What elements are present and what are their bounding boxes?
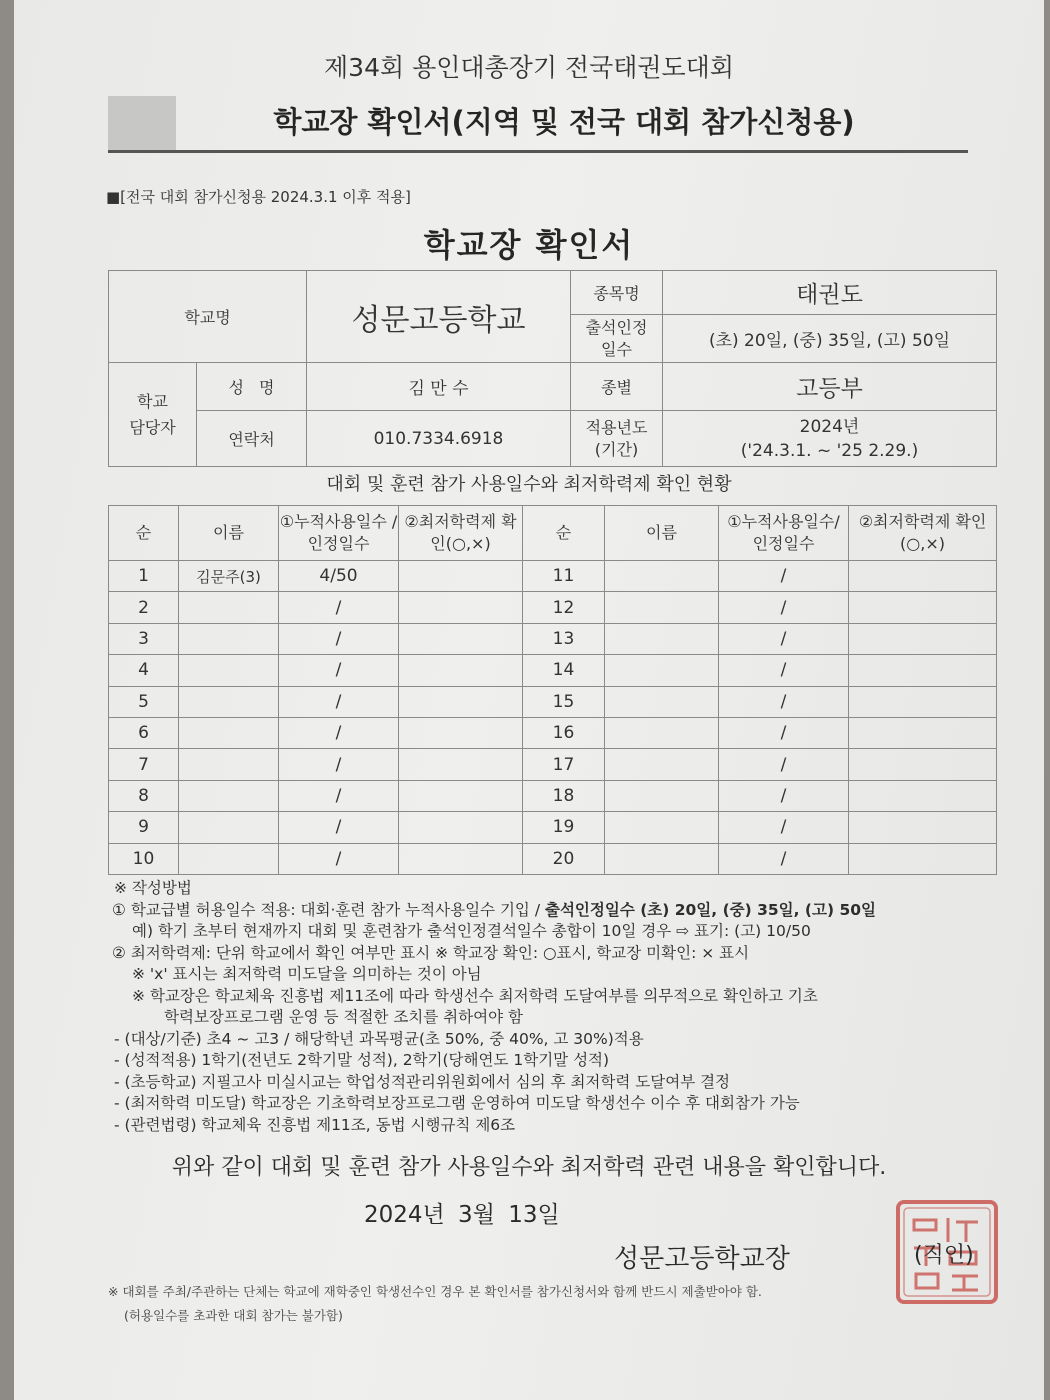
days-used: / bbox=[719, 592, 849, 623]
min-academic-check bbox=[399, 686, 523, 717]
title-gray-block bbox=[108, 96, 176, 150]
days-used: / bbox=[279, 717, 399, 748]
days-used: / bbox=[279, 812, 399, 843]
row-number: 7 bbox=[109, 749, 179, 780]
row-number: 5 bbox=[109, 686, 179, 717]
instructions-heading: ※ 작성방법 bbox=[114, 879, 192, 897]
year-value: 2024년 bbox=[799, 416, 860, 437]
athlete-name bbox=[605, 780, 719, 811]
header-name-left: 이름 bbox=[179, 506, 279, 561]
instruction-5: ※ 학교장은 학교체육 진흥법 제11조에 따라 학생선수 최저학력 도달여부를 의무적으로 확인하고 기초 bbox=[132, 986, 818, 1005]
contact-phone-value: 010.7334.6918 bbox=[307, 411, 571, 467]
main-title: 학교장 확인서(지역 및 전국 대회 참가신청용) bbox=[273, 105, 855, 139]
min-academic-check bbox=[849, 717, 997, 748]
row-number: 20 bbox=[523, 843, 605, 874]
division-label: 종별 bbox=[571, 363, 663, 411]
athlete-name bbox=[605, 655, 719, 686]
table-row bbox=[109, 749, 997, 780]
principal-signature-line: 성문고등학교장 bbox=[614, 1244, 790, 1274]
instruction-1 bbox=[112, 900, 1002, 922]
athlete-name bbox=[605, 843, 719, 874]
row-number: 1 bbox=[109, 561, 179, 592]
athlete-roster-table bbox=[108, 505, 997, 875]
row-number: 9 bbox=[109, 812, 179, 843]
athlete-name bbox=[179, 623, 279, 654]
min-academic-check bbox=[399, 717, 523, 748]
table-row bbox=[109, 561, 997, 592]
table-row bbox=[109, 843, 997, 874]
row-number: 12 bbox=[523, 592, 605, 623]
header-days-left: ①누적사용일수 /인정일수 bbox=[279, 506, 399, 561]
form-title: 학교장 확인서 bbox=[423, 226, 635, 264]
min-academic-check bbox=[849, 592, 997, 623]
confirmation-statement: 위와 같이 대회 및 훈련 참가 사용일수와 최저학력 관련 내용을 확인합니다. bbox=[171, 1155, 887, 1180]
contact-group-label: 학교 담당자 bbox=[109, 363, 197, 467]
table-row bbox=[109, 655, 997, 686]
sport-label: 종목명 bbox=[571, 271, 663, 315]
min-academic-check bbox=[849, 623, 997, 654]
athlete-name bbox=[605, 623, 719, 654]
attendance-value: (초) 20일, (중) 35일, (고) 50일 bbox=[663, 315, 997, 363]
table-row bbox=[109, 592, 997, 623]
days-used: / bbox=[719, 843, 849, 874]
event-title: 제34회 용인대총장기 전국태권도대회 bbox=[324, 53, 734, 82]
row-number: 14 bbox=[523, 655, 605, 686]
instruction-9: - (초등학교) 지필고사 미실시교는 학업성적관리위원회에서 심의 후 최저학력 도달여부 결정 bbox=[114, 1072, 731, 1091]
min-academic-check bbox=[849, 843, 997, 874]
row-number: 10 bbox=[109, 843, 179, 874]
instruction-2: 예) 학기 초부터 현재까지 대회 및 훈련참가 출석인정결석일수 총합이 10일 경우 ⇨ 표기: (고) 10/50 bbox=[132, 922, 811, 940]
min-academic-check bbox=[399, 780, 523, 811]
division-value: 고등부 bbox=[663, 363, 997, 411]
seal-label: (직인) bbox=[914, 1243, 974, 1268]
min-academic-check bbox=[399, 561, 523, 592]
instruction-4: ※ 'x' 표시는 최저학력 미도달을 의미하는 것이 아님 bbox=[132, 965, 482, 983]
min-academic-check bbox=[399, 843, 523, 874]
instruction-11: - (관련법령) 학교체육 진흥법 제11조, 동법 시행규칙 제6조 bbox=[114, 1115, 516, 1134]
contact-phone-label: 연락처 bbox=[197, 411, 307, 467]
row-number: 19 bbox=[523, 812, 605, 843]
min-academic-check bbox=[849, 655, 997, 686]
athlete-name bbox=[179, 843, 279, 874]
table-row bbox=[109, 780, 997, 811]
min-academic-check bbox=[399, 655, 523, 686]
contact-name-label: 성 명 bbox=[197, 363, 307, 411]
days-used: / bbox=[719, 717, 849, 748]
row-number: 18 bbox=[523, 780, 605, 811]
header-name-right: 이름 bbox=[605, 506, 719, 561]
issue-date: 2024년 3월 13일 bbox=[364, 1202, 560, 1228]
row-number: 6 bbox=[109, 717, 179, 748]
days-used: / bbox=[719, 561, 849, 592]
row-number: 13 bbox=[523, 623, 605, 654]
table-row bbox=[109, 812, 997, 843]
min-academic-check bbox=[849, 686, 997, 717]
school-name-label: 학교명 bbox=[109, 271, 307, 363]
table-row bbox=[109, 686, 997, 717]
instruction-1-bold: 출석인정일수 (초) 20일, (중) 35일, (고) 50일 bbox=[544, 900, 877, 919]
min-academic-check bbox=[849, 780, 997, 811]
instruction-8: - (성적적용) 1학기(전년도 2학기말 성적), 2학기(당해연도 1학기말 성적) bbox=[114, 1051, 610, 1069]
school-name-value: 성문고등학교 bbox=[307, 271, 571, 363]
days-used: / bbox=[719, 812, 849, 843]
days-used: 4/50 bbox=[279, 561, 399, 592]
days-used: / bbox=[719, 623, 849, 654]
header-days-right: ①누적사용일수/ 인정일수 bbox=[719, 506, 849, 561]
days-used: / bbox=[279, 843, 399, 874]
athlete-name bbox=[605, 561, 719, 592]
roster-title: 대회 및 훈련 참가 사용일수와 최저학력제 확인 현황 bbox=[326, 474, 732, 495]
athlete-name: 김문주(3) bbox=[179, 561, 279, 592]
title-divider bbox=[108, 150, 968, 153]
row-number: 15 bbox=[523, 686, 605, 717]
instruction-6: 학력보장프로그램 운영 등 적절한 조치를 취하여야 함 bbox=[164, 1008, 523, 1026]
athlete-name bbox=[179, 780, 279, 811]
instruction-1-text: ① 학교급별 허용일수 적용: 대회·훈련 참가 누적사용일수 기입 / bbox=[112, 900, 545, 919]
row-number: 2 bbox=[109, 592, 179, 623]
days-used: / bbox=[279, 592, 399, 623]
row-number: 17 bbox=[523, 749, 605, 780]
days-used: / bbox=[279, 686, 399, 717]
days-used: / bbox=[279, 623, 399, 654]
min-academic-check bbox=[399, 592, 523, 623]
sport-value: 태권도 bbox=[663, 271, 997, 315]
row-number: 8 bbox=[109, 780, 179, 811]
athlete-name bbox=[179, 749, 279, 780]
athlete-name bbox=[605, 812, 719, 843]
instruction-7: - (대상/기준) 초4 ~ 고3 / 해당학년 과목평균(초 50%, 중 40%, 고 30%)적용 bbox=[114, 1029, 644, 1048]
instruction-10: - (최저학력 미도달) 학교장은 기초학력보장프로그램 운영하여 미도달 학생선수 이수 후 대회참가 가능 bbox=[114, 1094, 800, 1112]
days-used: / bbox=[279, 655, 399, 686]
header-no-right: 순 bbox=[523, 506, 605, 561]
athlete-name bbox=[605, 717, 719, 748]
days-used: / bbox=[719, 749, 849, 780]
athlete-name bbox=[605, 592, 719, 623]
year-cell bbox=[663, 411, 997, 467]
instruction-3: ② 최저학력제: 단위 학교에서 확인 여부만 표시 ※ 학교장 확인: ○표시, 학교장 미확인: × 표시 bbox=[112, 943, 750, 962]
contact-name-value: 김 만 수 bbox=[307, 363, 571, 411]
athlete-name bbox=[179, 686, 279, 717]
header-no-left: 순 bbox=[109, 506, 179, 561]
min-academic-check bbox=[399, 623, 523, 654]
application-notice: ■[전국 대회 참가신청용 2024.3.1 이후 적용] bbox=[106, 188, 411, 206]
athlete-name bbox=[605, 686, 719, 717]
document-page bbox=[14, 0, 1044, 1400]
header-check-left: ②최저학력제 확인(○,×) bbox=[399, 506, 523, 561]
days-used: / bbox=[279, 780, 399, 811]
year-period: ('24.3.1. ~ '25 2.29.) bbox=[740, 440, 919, 461]
days-used: / bbox=[719, 655, 849, 686]
attendance-label: 출석인정 일수 bbox=[571, 315, 663, 363]
row-number: 16 bbox=[523, 717, 605, 748]
row-number: 3 bbox=[109, 623, 179, 654]
min-academic-check bbox=[399, 812, 523, 843]
instructions bbox=[112, 878, 1002, 1136]
min-academic-check bbox=[849, 561, 997, 592]
athlete-name bbox=[179, 812, 279, 843]
min-academic-check bbox=[849, 812, 997, 843]
athlete-name bbox=[179, 717, 279, 748]
min-academic-check bbox=[849, 749, 997, 780]
min-academic-check bbox=[399, 749, 523, 780]
roster-body bbox=[109, 561, 997, 875]
year-label: 적용년도 (기간) bbox=[571, 411, 663, 467]
row-number: 4 bbox=[109, 655, 179, 686]
table-row bbox=[109, 623, 997, 654]
athlete-name bbox=[179, 592, 279, 623]
athlete-name bbox=[605, 749, 719, 780]
footer-note-2: (허용일수를 초과한 대회 참가는 불가함) bbox=[124, 1308, 343, 1323]
school-info-table bbox=[108, 270, 997, 467]
footer-note: ※ 대회를 주최/주관하는 단체는 학교에 재학중인 학생선수인 경우 본 확인서를 참가신청서와 함께 반드시 제출받아야 함. bbox=[108, 1284, 762, 1299]
days-used: / bbox=[719, 686, 849, 717]
table-row bbox=[109, 717, 997, 748]
row-number: 11 bbox=[523, 561, 605, 592]
header-check-right: ②최저학력제 확인(○,×) bbox=[849, 506, 997, 561]
days-used: / bbox=[719, 780, 849, 811]
days-used: / bbox=[279, 749, 399, 780]
athlete-name bbox=[179, 655, 279, 686]
